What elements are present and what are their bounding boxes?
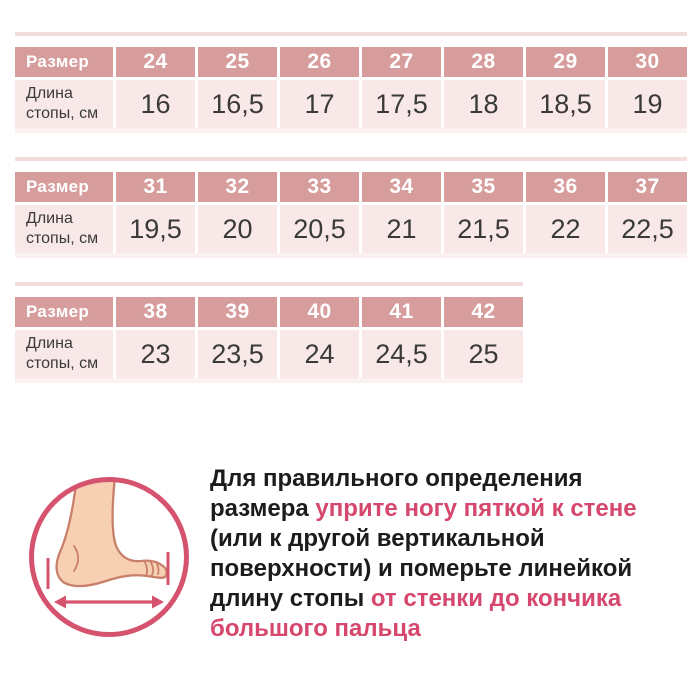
size-header-cell: 36 xyxy=(526,172,605,202)
size-header-cell: 30 xyxy=(608,47,687,77)
size-header-cell: 24 xyxy=(116,47,195,77)
size-header-cell: 37 xyxy=(608,172,687,202)
length-value-cell: 19,5 xyxy=(116,205,195,253)
table-bottom-accent-line xyxy=(15,378,523,383)
length-value-cell: 16 xyxy=(116,80,195,128)
highlighted-text: большого пальца xyxy=(210,615,421,642)
length-value-cell: 25 xyxy=(444,330,523,378)
size-table xyxy=(15,157,687,258)
plain-text: размера xyxy=(210,495,316,522)
length-arrow xyxy=(54,596,164,609)
size-header-cell: 42 xyxy=(444,297,523,327)
length-value-cell: 23 xyxy=(116,330,195,378)
length-value-cell: 17 xyxy=(280,80,359,128)
plain-text: длину стопы xyxy=(210,585,371,612)
highlighted-text: уприте ногу пяткой к стене xyxy=(315,495,637,522)
table-top-accent-line xyxy=(15,282,523,286)
size-header-cell: 40 xyxy=(280,297,359,327)
size-header-cell: 39 xyxy=(198,297,277,327)
plain-text: (или к другой вертикальной xyxy=(210,525,545,552)
size-header-cell: 29 xyxy=(526,47,605,77)
instruction-line xyxy=(210,494,696,524)
size-table-grid xyxy=(15,47,687,128)
length-value-cell: 18 xyxy=(444,80,523,128)
foot-measurement-illustration xyxy=(24,472,194,642)
length-value-cell: 18,5 xyxy=(526,80,605,128)
instruction-line xyxy=(210,554,696,584)
length-value-cell: 22 xyxy=(526,205,605,253)
length-value-cell: 24,5 xyxy=(362,330,441,378)
size-header-cell: 33 xyxy=(280,172,359,202)
length-value-cell: 21,5 xyxy=(444,205,523,253)
length-value-cell: 23,5 xyxy=(198,330,277,378)
plain-text: Для правильного определения xyxy=(210,465,583,492)
size-header-cell: 31 xyxy=(116,172,195,202)
size-header-cell: 28 xyxy=(444,47,523,77)
size-table-grid xyxy=(15,172,687,253)
table-header-label: Размер xyxy=(15,297,113,327)
table-bottom-accent-line xyxy=(15,253,687,258)
length-value-cell: 20,5 xyxy=(280,205,359,253)
table-header-label: Размер xyxy=(15,172,113,202)
size-header-cell: 25 xyxy=(198,47,277,77)
length-value-cell: 17,5 xyxy=(362,80,441,128)
plain-text: поверхности) и померьте линейкой xyxy=(210,555,633,582)
size-header-cell: 34 xyxy=(362,172,441,202)
instruction-line xyxy=(210,524,696,554)
size-header-cell: 26 xyxy=(280,47,359,77)
instruction-line xyxy=(210,614,696,644)
size-header-cell: 27 xyxy=(362,47,441,77)
size-header-cell: 41 xyxy=(362,297,441,327)
row-label-cell: Длина стопы, см xyxy=(15,80,113,128)
table-header-label: Размер xyxy=(15,47,113,77)
highlighted-text: от стенки до кончика xyxy=(370,585,622,612)
size-header-cell: 35 xyxy=(444,172,523,202)
size-table xyxy=(15,32,687,133)
size-header-cell: 38 xyxy=(116,297,195,327)
size-table xyxy=(15,282,523,383)
table-top-accent-line xyxy=(15,157,687,161)
length-value-cell: 22,5 xyxy=(608,205,687,253)
row-label-cell: Длина стопы, см xyxy=(15,330,113,378)
size-header-cell: 32 xyxy=(198,172,277,202)
table-top-accent-line xyxy=(15,32,687,36)
row-label-cell: Длина стопы, см xyxy=(15,205,113,253)
instruction-line xyxy=(210,464,696,494)
size-table-grid xyxy=(15,297,523,378)
length-value-cell: 24 xyxy=(280,330,359,378)
length-value-cell: 16,5 xyxy=(198,80,277,128)
instruction-line xyxy=(210,584,696,614)
length-value-cell: 21 xyxy=(362,205,441,253)
length-value-cell: 20 xyxy=(198,205,277,253)
measurement-instructions-text xyxy=(210,464,696,644)
length-value-cell: 19 xyxy=(608,80,687,128)
table-bottom-accent-line xyxy=(15,128,687,133)
